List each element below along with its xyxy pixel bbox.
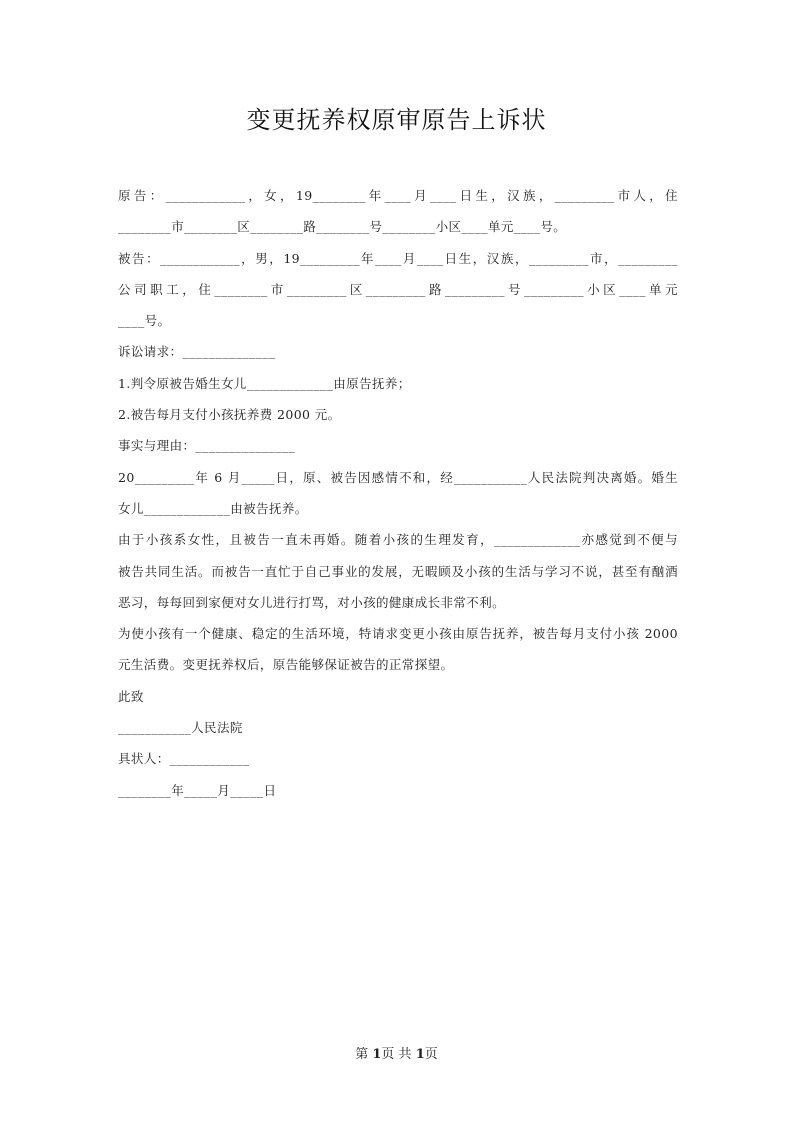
- claim-item-1: 1.判令原被告婚生女儿_____________由原告抚养；: [118, 375, 411, 391]
- total-pages-number: 1: [415, 1047, 425, 1062]
- facts-paragraph-3-line-1: 为使小孩有一个健康、稳定的生活环境，特请求变更小孩由原告抚养，被告每月支付小孩 2000: [118, 626, 678, 642]
- facts-paragraph-2-line-3: 恶习，每每回到家便对女儿进行打骂，对小孩的健康成长非常不利。: [118, 594, 506, 610]
- defendant-info-line-1: 被告：____________，男，19_________年____月____日生，汉族，_________市，_________: [118, 250, 678, 266]
- defendant-info-line-2: 公司职工，住________市_________区_________路_________号_________小区____单元: [118, 281, 678, 297]
- facts-paragraph-2-line-2: 被告共同生活。而被告一直忙于自己事业的发展，无暇顾及小孩的生活与学习不说，甚至有酗酒: [118, 563, 678, 579]
- footer-prefix: 第: [355, 1047, 373, 1062]
- claims-heading: 诉讼请求：______________: [118, 344, 276, 360]
- footer-middle: 页 共: [381, 1047, 416, 1062]
- footer-suffix: 页: [424, 1047, 438, 1062]
- salutation: 此致: [118, 688, 144, 704]
- defendant-info-line-3: ____号。: [118, 313, 171, 329]
- facts-paragraph-3-line-2: 元生活费。变更抚养权后，原告能够保证被告的正常探望。: [118, 657, 454, 673]
- date-line: ________年_____月_____日: [118, 782, 277, 798]
- court-name-line: ___________人民法院: [118, 720, 243, 736]
- facts-paragraph-1-line-1: 20_________年 6 月_____日，原、被告因感情不和，经___________人民法院判决离婚。婚生: [118, 469, 678, 485]
- plaintiff-info-line-1: 原告：____________，女，19________年____月____日生，汉族，_________市人，住: [118, 188, 678, 203]
- page-footer: [0, 1043, 793, 1062]
- signatory-line: 具状人：____________: [118, 751, 250, 767]
- facts-paragraph-1-line-2: 女儿_____________由被告抚养。: [118, 500, 308, 516]
- claim-item-2: 2.被告每月支付小孩抚养费 2000 元。: [118, 407, 341, 423]
- current-page-number: 1: [372, 1047, 382, 1062]
- facts-paragraph-2-line-1: 由于小孩系女性，且被告一直未再婚。随着小孩的生理发育，_____________亦感觉到不便与: [118, 532, 678, 548]
- document-body: [118, 180, 678, 806]
- facts-heading: 事实与理由：_______________: [118, 438, 296, 454]
- plaintiff-info-line-2: ________市________区________路________号________小区____单元____号。: [118, 219, 567, 235]
- document-title: 变更抚养权原审原告上诉状: [246, 106, 547, 134]
